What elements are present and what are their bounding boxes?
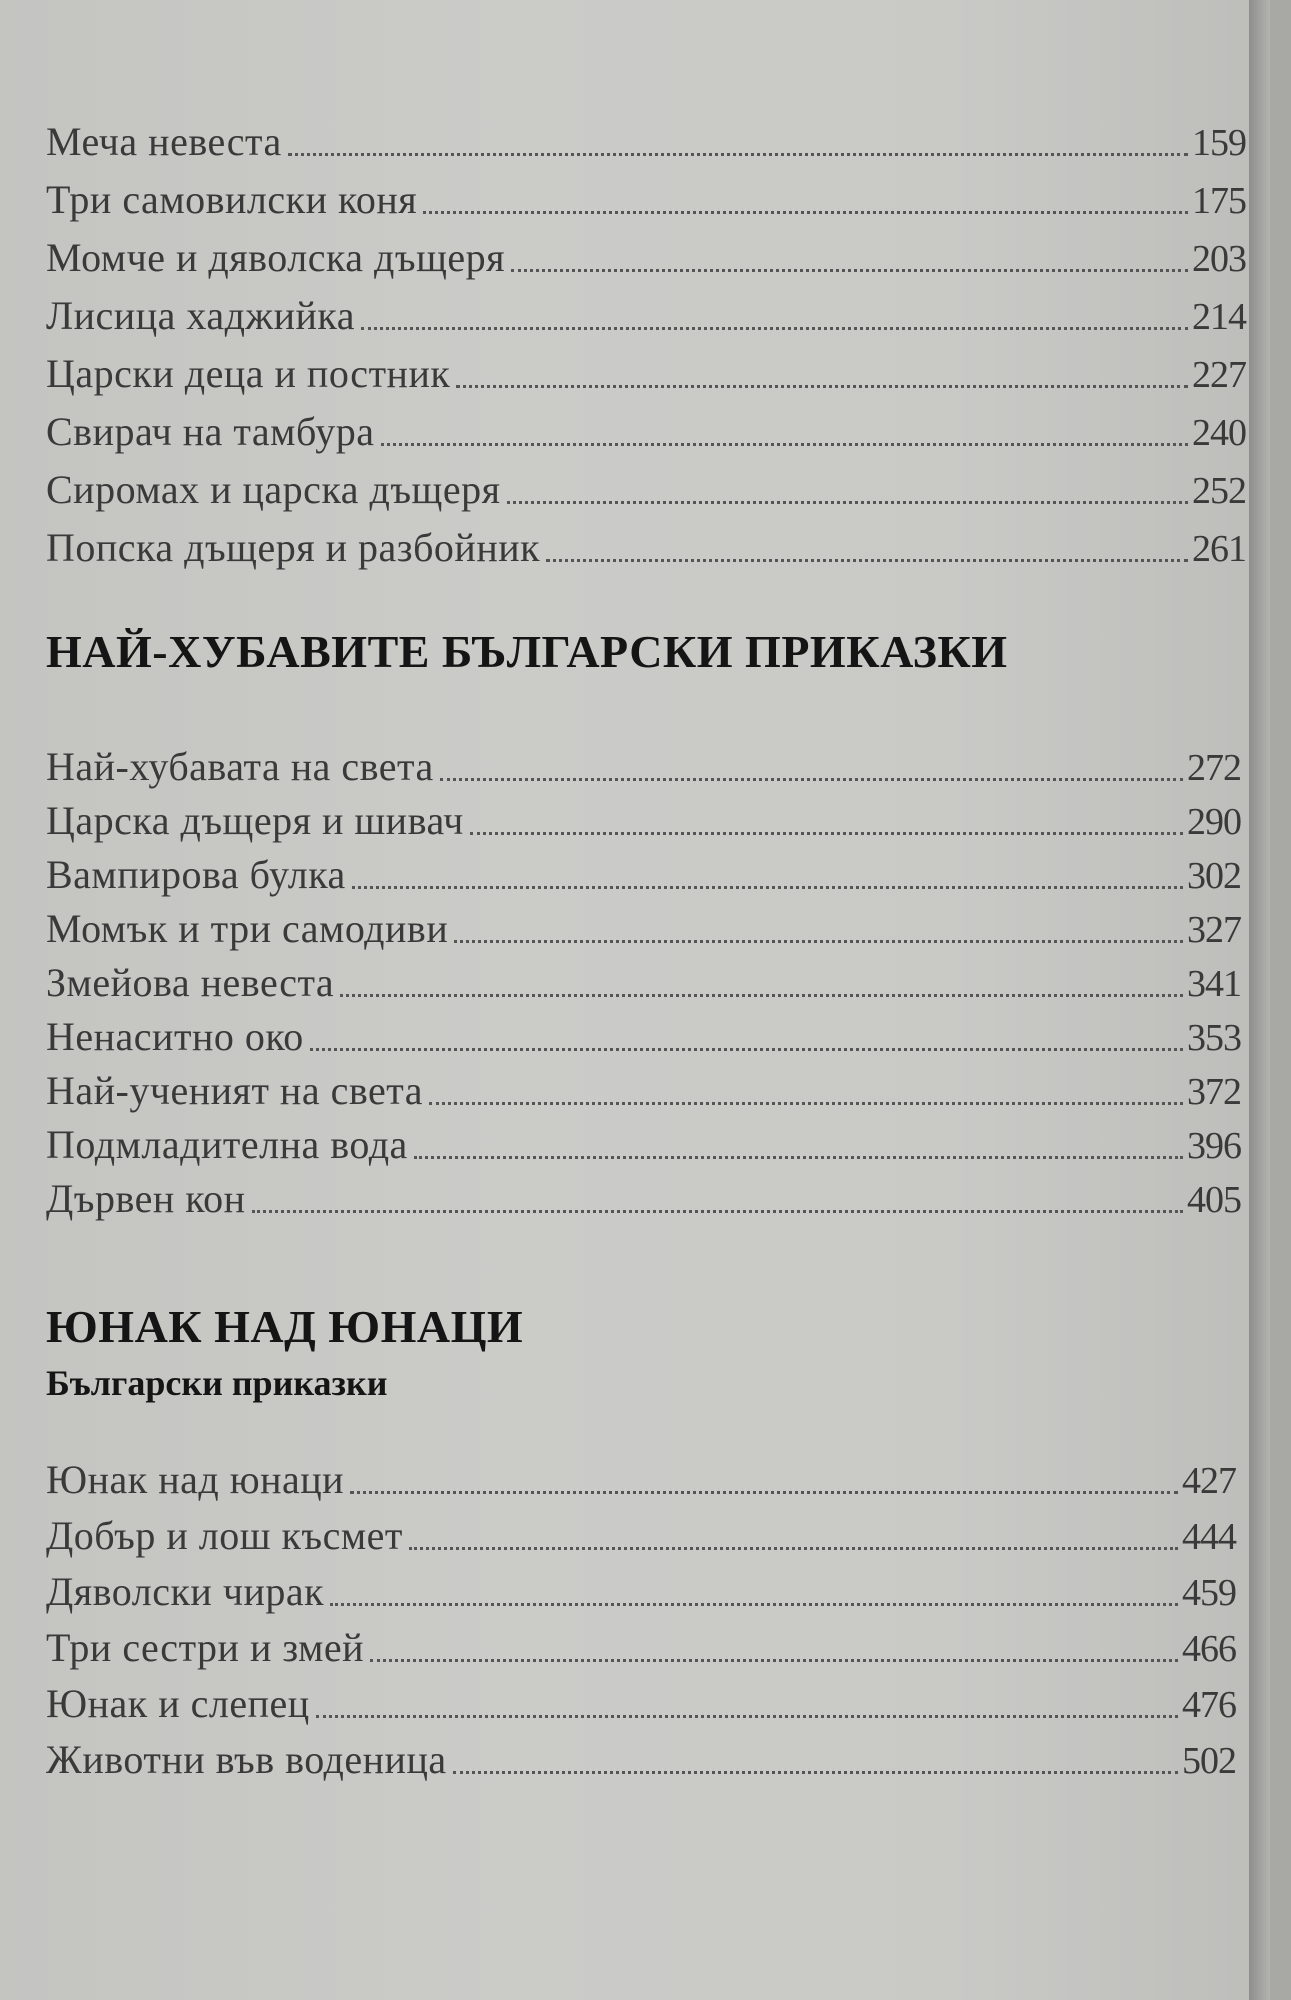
toc-entry-page: 405 bbox=[1187, 1179, 1241, 1221]
dot-leader bbox=[507, 500, 1188, 504]
dot-leader bbox=[370, 1658, 1178, 1662]
toc-entry-title: Три самовилски коня bbox=[46, 177, 418, 222]
toc-entry-page: 476 bbox=[1182, 1684, 1236, 1726]
section-heading: ЮНАК НАД ЮНАЦИ bbox=[46, 1301, 524, 1352]
toc-entry-title: Царска дъщеря и шивач bbox=[46, 798, 464, 843]
toc-entry bbox=[46, 789, 1241, 841]
toc-entry-title: Най-хубавата на света bbox=[46, 744, 434, 789]
toc-entry bbox=[46, 1728, 1236, 1780]
toc-entry-title: Меча невеста bbox=[46, 119, 282, 164]
toc-entry-title: Дървен кон bbox=[46, 1176, 246, 1221]
toc-entry-title: Попска дъщеря и разбойник bbox=[46, 525, 541, 570]
toc-entry-title: Добър и лош късмет bbox=[46, 1513, 403, 1558]
toc-entry-title: Момък и три самодиви bbox=[46, 906, 449, 951]
toc-entry-title: Момче и дяволска дъщеря bbox=[46, 235, 506, 280]
dot-leader bbox=[423, 210, 1188, 214]
toc-entry-page: 302 bbox=[1187, 855, 1241, 897]
toc-entry-page: 240 bbox=[1192, 412, 1246, 454]
toc-entry bbox=[46, 1672, 1236, 1724]
toc-entry bbox=[46, 843, 1241, 895]
toc-entry-title: Юнак над юнаци bbox=[46, 1457, 345, 1502]
dot-leader bbox=[414, 1155, 1183, 1159]
toc-entry-page: 227 bbox=[1192, 354, 1246, 396]
dot-leader bbox=[454, 939, 1183, 943]
toc-entry-title: Лисица хаджийка bbox=[46, 293, 355, 338]
toc-entry-title: Свирач на тамбура bbox=[46, 409, 375, 454]
dot-leader bbox=[511, 268, 1188, 272]
toc-entry bbox=[46, 342, 1246, 394]
dot-leader bbox=[546, 558, 1188, 562]
toc-entry-page: 159 bbox=[1192, 122, 1246, 164]
section-subheading: Български приказки bbox=[46, 1363, 388, 1403]
dot-leader bbox=[453, 1770, 1178, 1774]
toc-entry-page: 272 bbox=[1187, 747, 1241, 789]
toc-entry bbox=[46, 1005, 1241, 1057]
toc-entry-page: 466 bbox=[1182, 1628, 1236, 1670]
toc-entry-page: 372 bbox=[1187, 1071, 1241, 1113]
dot-leader bbox=[350, 1490, 1178, 1494]
toc-entry bbox=[46, 458, 1246, 510]
toc-entry-page: 214 bbox=[1192, 296, 1246, 338]
toc-entry bbox=[46, 284, 1246, 336]
section-heading: НАЙ-ХУБАВИТЕ БЪЛГАРСКИ ПРИКАЗКИ bbox=[46, 626, 1008, 677]
toc-entry bbox=[46, 1504, 1236, 1556]
dot-leader bbox=[381, 442, 1188, 446]
toc-entry-title: Животни във воденица bbox=[46, 1737, 447, 1782]
toc-entry bbox=[46, 735, 1241, 787]
toc-entry bbox=[46, 226, 1246, 278]
dot-leader bbox=[361, 326, 1188, 330]
dot-leader bbox=[456, 384, 1188, 388]
dot-leader bbox=[316, 1714, 1178, 1718]
dot-leader bbox=[352, 885, 1183, 889]
toc-entry-title: Най-ученият на света bbox=[46, 1068, 423, 1113]
toc-entry-title: Дяволски чирак bbox=[46, 1569, 325, 1614]
toc-entry-title: Ненаситно око bbox=[46, 1014, 304, 1059]
toc-entry bbox=[46, 1448, 1236, 1500]
toc-entry-title: Сиромах и царска дъщеря bbox=[46, 467, 501, 512]
toc-entry-page: 341 bbox=[1187, 963, 1241, 1005]
toc-entry bbox=[46, 1059, 1241, 1111]
toc-entry-page: 252 bbox=[1192, 470, 1246, 512]
toc-entry bbox=[46, 1113, 1241, 1165]
toc-entry bbox=[46, 897, 1241, 949]
dot-leader bbox=[409, 1546, 1178, 1550]
dot-leader bbox=[429, 1101, 1183, 1105]
toc-entry-page: 175 bbox=[1192, 180, 1246, 222]
toc-entry-title: Змейова невеста bbox=[46, 960, 335, 1005]
toc-entry-title: Подмладителна вода bbox=[46, 1122, 408, 1167]
dot-leader bbox=[470, 831, 1183, 835]
toc-entry bbox=[46, 1616, 1236, 1668]
toc-entry-page: 502 bbox=[1182, 1740, 1236, 1782]
toc-entry-page: 327 bbox=[1187, 909, 1241, 951]
toc-entry-title: Царски деца и постник bbox=[46, 351, 451, 396]
toc-entry-title: Вампирова булка bbox=[46, 852, 346, 897]
toc-entry bbox=[46, 516, 1246, 568]
toc-entry-title: Три сестри и змей bbox=[46, 1625, 365, 1670]
toc-entry bbox=[46, 400, 1246, 452]
toc-entry-page: 261 bbox=[1192, 528, 1246, 570]
toc-entry-page: 459 bbox=[1182, 1572, 1236, 1614]
toc-entry-page: 396 bbox=[1187, 1125, 1241, 1167]
dot-leader bbox=[310, 1047, 1183, 1051]
toc-entry bbox=[46, 110, 1246, 162]
toc-entry bbox=[46, 1560, 1236, 1612]
toc-entry-page: 353 bbox=[1187, 1017, 1241, 1059]
toc-entry-page: 290 bbox=[1187, 801, 1241, 843]
toc-entry-page: 203 bbox=[1192, 238, 1246, 280]
dot-leader bbox=[252, 1209, 1183, 1213]
toc-entry bbox=[46, 951, 1241, 1003]
toc-entry bbox=[46, 1167, 1241, 1219]
toc-entry bbox=[46, 168, 1246, 220]
page-edge bbox=[1249, 0, 1270, 2000]
dot-leader bbox=[440, 777, 1183, 781]
dot-leader bbox=[288, 152, 1188, 156]
toc-entry-page: 427 bbox=[1182, 1460, 1236, 1502]
dot-leader bbox=[330, 1602, 1178, 1606]
toc-entry-title: Юнак и слепец bbox=[46, 1681, 310, 1726]
dot-leader bbox=[340, 993, 1183, 997]
toc-entry-page: 444 bbox=[1182, 1516, 1236, 1558]
